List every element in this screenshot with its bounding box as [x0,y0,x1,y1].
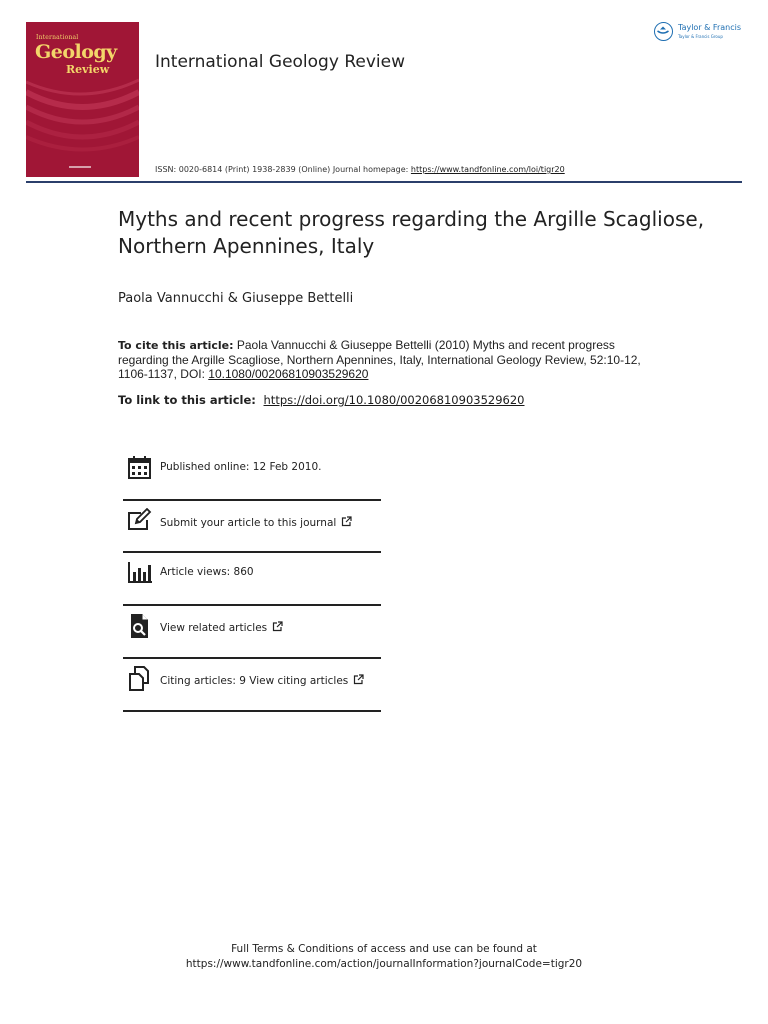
article-title: Myths and recent progress regarding the Argille Scagliose, Northern Apennines, Italy [118,207,705,258]
cover-title-line2: Geology [35,41,117,63]
published-online-text: Published online: 12 Feb 2010. [160,461,322,473]
submit-article-text: Submit your article to this journal [160,517,337,529]
terms-footer [0,942,768,972]
header-rule [26,181,742,183]
calendar-icon [127,455,153,481]
divider [123,604,381,606]
publisher-logo [654,22,744,46]
divider [123,710,381,712]
divider [123,499,381,501]
document-search-icon [127,613,153,639]
cover-title-line1: International [36,34,79,41]
publisher-logo-icon [654,22,673,41]
journal-homepage-link[interactable]: https://www.tandfonline.com/loi/tigr20 [410,165,565,174]
bar-chart-icon [127,560,153,586]
journal-name: International Geology Review [155,52,405,72]
external-link-icon [341,516,352,527]
article-doi-url[interactable]: https://doi.org/10.1080/00206810903529620 [263,393,525,407]
issn-line [155,165,565,174]
divider [123,551,381,553]
journal-cover-image [26,22,139,177]
publisher-name: Taylor & Francis [678,23,741,32]
divider [123,657,381,659]
cover-publisher-mark [69,166,91,168]
cover-title-line3: Review [66,63,110,76]
related-articles-text: View related articles [160,622,268,634]
article-link-label: To link to this article: [118,393,256,407]
citation-block [118,338,658,381]
issn-text: ISSN: 0020-6814 (Print) 1938-2839 (Online) Journal homepage: [155,165,411,174]
edit-icon [127,508,153,534]
article-views-text: Article views: 860 [160,566,254,578]
article-link-row [118,393,524,407]
submit-article-link[interactable] [160,516,352,529]
related-articles-link[interactable] [160,621,283,634]
external-link-icon [272,621,283,632]
citation-text: Paola Vannucchi & Giuseppe Bettelli (2010) Myths and recent progress regarding the Argille Scagliose, Northern Apennines, Italy, International Geology Review, 52:10-12, 1106-1137, DOI: [118,338,641,381]
terms-footer-url[interactable]: https://www.tandfonline.com/action/journalInformation?journalCode=tigr20 [185,958,583,970]
citing-articles-link[interactable] [160,674,364,687]
publisher-group: Taylor & Francis Group [678,34,723,39]
copy-documents-icon [127,666,153,692]
article-authors: Paola Vannucchi & Giuseppe Bettelli [118,291,354,306]
citation-label: To cite this article: [118,339,234,352]
terms-footer-line1: Full Terms & Conditions of access and use can be found at [231,943,537,955]
citation-doi-link[interactable]: 10.1080/00206810903529620 [208,367,369,381]
external-link-icon [353,674,364,685]
citing-articles-text: Citing articles: 9 View citing articles [160,675,349,687]
